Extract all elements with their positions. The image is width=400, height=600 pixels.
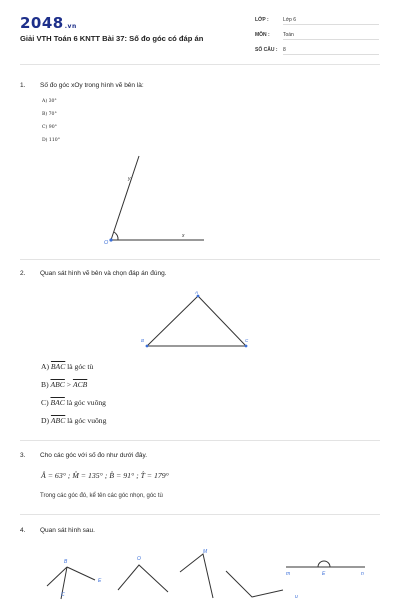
answer-option[interactable]: A) $\overline{BAC}$ là góc tù [41,362,94,371]
ray-label-y: y [128,176,131,182]
label-b: B [64,559,68,565]
meta-key: MÔN : [255,32,270,38]
question-number: 4. [20,527,26,534]
angle1-ray-e [67,567,95,580]
question-text: Số đo góc xOy trong hình vẽ bên là: [40,82,144,89]
question-text: Quan sát hình vẽ bên và chọn đáp án đúng. [40,270,167,277]
question-number: 3. [20,452,26,459]
label-o: O [137,556,141,562]
label-n: n [361,571,364,577]
answer-option[interactable]: C) $\overline{BAC}$ là góc vuông [41,398,106,407]
answer-option[interactable]: C) 90° [42,125,57,130]
ray-label-x: x [182,233,185,239]
label-c: C [245,338,249,343]
logo-main: 2048 [20,14,64,32]
straight-angle-arc [318,561,330,567]
angle-name: $\overline{ABC}$ [50,416,66,425]
label-m-lower: m [286,571,291,577]
label-b: B [141,338,145,343]
answer-option[interactable]: A) 30° [42,99,57,104]
meta-key: SỐ CÂU : [255,47,278,53]
label-m: M [203,549,208,555]
question-subtext: Trong các góc đó, kể tên các góc nhọn, góc tù [40,493,163,499]
meta-value: Lớp 6 [283,17,379,25]
answer-option[interactable]: D) $\overline{ABC}$ là góc vuông [41,416,107,425]
angle2-rays [118,565,168,592]
meta-value: Toán [283,32,379,40]
angle3-rays [180,554,213,598]
label-a: A [195,290,199,295]
question-number: 1. [20,82,26,89]
angle4-rays [226,571,283,597]
label-e: E [98,578,102,584]
answer-option[interactable]: B) 70° [42,112,57,117]
page-title: Giải VTH Toán 6 KNTT Bài 37: Số đo góc có đáp án [20,34,204,43]
angle-name: $\overline{BAC}$ [50,398,65,407]
meta-key: LỚP : [255,17,269,23]
angle-list-math: Â = 63° ; M̂ = 135° ; B̂ = 91° ; T̂ = 179° [41,471,169,480]
answer-option[interactable]: B) $\overline{ABC} > \overline{ACB}$ [41,380,88,389]
angle-name: $\overline{ABC}$ [50,380,65,389]
angle-name: $\overline{ACB}$ [72,380,88,389]
label-c: C [61,592,65,598]
vertex-label: O [104,240,109,246]
label-e2: E [322,571,326,577]
question-number: 2. [20,270,26,277]
label-u: u [295,594,298,600]
logo-suffix: .vn [64,23,77,30]
angle-name: $\overline{BAC}$ [50,362,66,371]
question-text: Quan sát hình sau. [40,527,95,534]
meta-value: 8 [283,47,379,55]
answer-option[interactable]: D) 110° [42,138,61,143]
question-text: Cho các góc với số đo như dưới đây. [40,452,148,459]
